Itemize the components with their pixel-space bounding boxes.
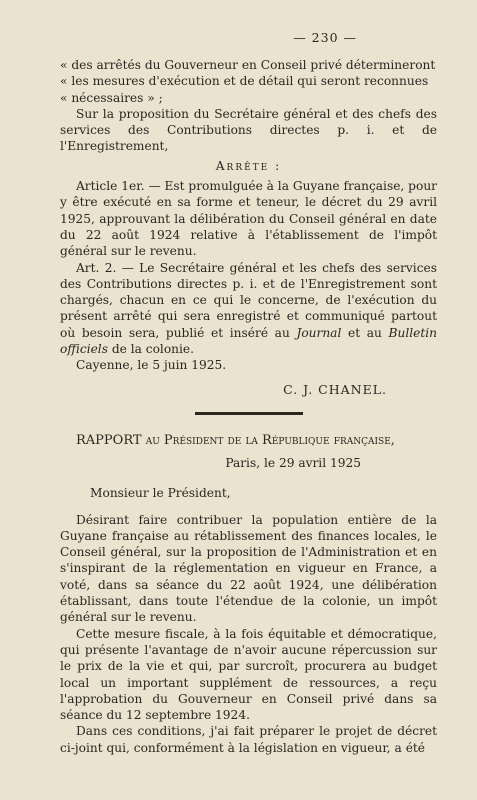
place-date: Cayenne, le 5 juin 1925.	[76, 358, 227, 373]
article-2	[60, 260, 437, 358]
bulletin-title: Bulletin officiels	[60, 325, 437, 357]
rapport-paragraph-1: Désirant faire contribuer la population entière de la Guyane française au rétablissement des finances locales, le Conseil général, sur la proposition de l'Administration et en s'inspirant de la réglementation en vigueur en France, a voté, dans sa séance du 22 août 1924, une délibération établissant, dans toute l'étendue de la colonie, un impôt général sur le revenu.	[60, 512, 437, 625]
rapport-word: RAPPORT	[76, 432, 142, 448]
arrete-heading: Arrête :	[215, 158, 282, 173]
article-2-end: de la colonie.	[107, 342, 195, 357]
signature: C. J. CHANEL.	[283, 381, 387, 397]
article-2-text: Art. 2. — Le Secrétaire général et les chefs des services des Contributions directes p. i. et de l'Enregistrement sont chargés, chacun en ce qui le concerne, de l'exécution du présent arrêté qui sera enregistré et communiqué partout où besoin sera, publié et inséré au	[60, 260, 437, 340]
page-number: — 230 —	[293, 30, 357, 45]
rapport-paragraph-2: Cette mesure fiscale, à la fois équitable et démocratique, qui présente l'avantage de n'avoir aucune répercussion sur le prix de la vie et qui, par surcroît, procurera au budget local un important supplément de ressources, a reçu l'approbation du Gouverneur en Conseil privé dans sa séance du 12 septembre 1924.	[60, 626, 437, 723]
rapport-recipient: Président de la République française,	[163, 432, 395, 448]
quote-line-3: « nécessaires » ;	[60, 90, 163, 105]
proposal-paragraph: Sur la proposition du Secrétaire général et des chefs des services des Contributions directes p. i. et de l'Enregistrement,	[60, 106, 437, 154]
rapport-paragraph-3: Dans ces conditions, j'ai fait préparer le projet de décret ci-joint qui, conformément à la législation en vigueur, a été	[60, 724, 437, 755]
salutation: Monsieur le Président,	[90, 486, 231, 501]
quote-line-1: « des arrêtés du Gouverneur en Conseil privé détermineront	[60, 58, 436, 72]
section-divider	[195, 412, 303, 415]
quote-line-2: « les mesures d'exécution et de détail qui seront reconnues	[60, 74, 429, 89]
rapport-title	[60, 432, 437, 449]
article-1: Article 1er. — Est promulguée à la Guyane française, pour y être exécuté en sa forme et teneur, le décret du 29 avril 1925, approuvant la délibération du Conseil général en date du 22 août 1924 relative à l'établissement de l'impôt général sur le revenu.	[60, 179, 437, 259]
article-2-connector: et au	[341, 325, 389, 340]
rapport-au: au	[141, 432, 164, 448]
rapport-date: Paris, le 29 avril 1925	[225, 455, 361, 470]
journal-title: Journal	[296, 325, 342, 340]
